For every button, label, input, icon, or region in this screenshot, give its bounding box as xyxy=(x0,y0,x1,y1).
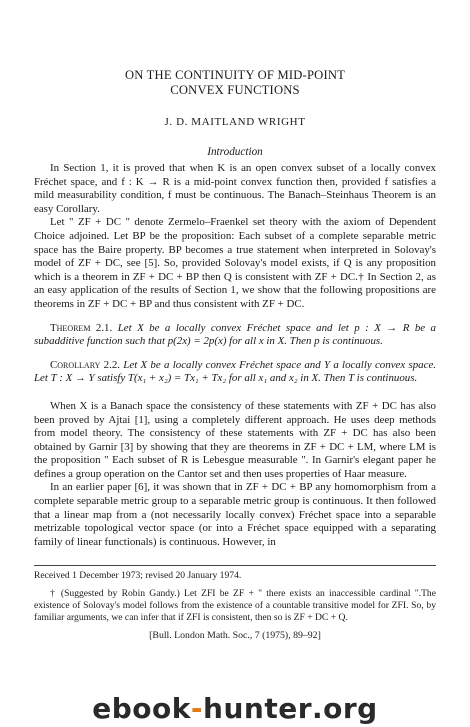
theorem-label: Theorem 2.1. xyxy=(50,321,113,334)
watermark-dash: - xyxy=(190,692,204,725)
footnote-divider xyxy=(34,565,436,566)
received-note: Received 1 December 1973; revised 20 January 1974. xyxy=(34,570,242,582)
paragraph-2: Let " ZF + DC " denote Zermelo–Fraenkel set theory with the axiom of Dependent Choice adjoined. Let BP be the proposition: Each subset of a complete separable metric space has the Baire property. BP becomes a true statement when interpreted in Solovay's model of ZF + DC, see [5]. So, provided Solovay's model exists, if Q is any proposition which is a theorem in ZF + DC + BP then Q is consistent with ZF + DC.† In Section 2, as an easy application of the results of Section 1, we show that the following propositions are theorems in ZF + DC + BP and thus consistent with ZF + DC. xyxy=(34,216,436,310)
corollary-label: Corollary 2.2. xyxy=(50,358,120,371)
author: J. D. MAITLAND WRIGHT xyxy=(164,116,306,128)
theorem xyxy=(34,322,436,349)
footnote: † (Suggested by Robin Gandy.) Let ZFI be ZF + " there exists an inaccessible cardinal ".The existence of Solovay's model follows from the existence of a countable transitive model for ZFI. So, by familiar arguments, we can infer that if ZFI is consistent, then so is ZF + DC + Q. xyxy=(34,588,436,624)
title-line-2: CONVEX FUNCTIONS xyxy=(170,83,300,97)
corollary-text: Let X be a locally convex Fréchet space and Y a locally convex space. Let T : X → Y satisfy T(x₁ + x₂) = Tx₁ + Tx₂ for all x₁ and x₂ in X. Then T is continuous. xyxy=(34,358,436,385)
section-heading: Introduction xyxy=(207,146,263,158)
title-line-1: ON THE CONTINUITY OF MID-POINT xyxy=(124,68,346,82)
paper-page xyxy=(34,68,436,641)
theorem-text: Let X be a locally convex Fréchet space and let p : X → R be a subadditive function such that p(2x) = 2p(x) for all x in X. Then p is continuous. xyxy=(34,321,437,348)
corollary xyxy=(34,359,436,386)
paper-title xyxy=(34,68,436,98)
watermark-part-3: .org xyxy=(312,692,378,725)
paragraph-1: In Section 1, it is proved that when K is an open convex subset of a locally convex Fréchet space, and f : K → R is a mid-point convex function then, provided f satisfies a mild measurability condition, f must be continuous. The Banach–Steinhaus Theorem is an easy Corollary. xyxy=(34,162,436,215)
watermark-banner xyxy=(0,690,470,727)
watermark-part-1: ebook xyxy=(92,692,191,725)
paragraph-4: In an earlier paper [6], it was shown that in ZF + DC + BP any homomorphism from a complete separable metric group to a separable metric group is continuous. It then followed that a linear map from a (not necessarily locally convex) Fréchet space into a separable metrizable topological vector space (or into a Fréchet space equipped with a separating family of linear functionals) is continuous. However, in xyxy=(34,481,436,548)
watermark-part-2: hunter xyxy=(203,692,312,725)
paragraph-3: When X is a Banach space the consistency of these statements with ZF + DC has also been proved by Ajtai [1], using a completely different approach. He uses deep methods from model theory. The consistency of these statements with ZF + DC has also been obtained by Garnir [3] by showing that they are theorems in ZF + DC + LM, where LM is the proposition " Each subset of R is Lebesgue measurable ". In Garnir's elegant paper he defines a group operation on the Cantor set and then uses properties of Haar measure. xyxy=(34,399,436,480)
journal-citation: [Bull. London Math. Soc., 7 (1975), 89–92] xyxy=(149,630,321,642)
